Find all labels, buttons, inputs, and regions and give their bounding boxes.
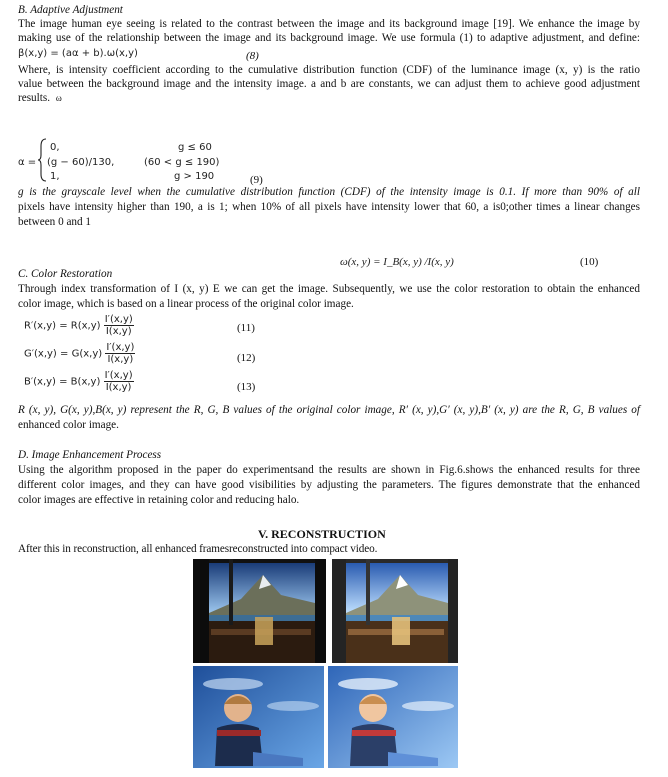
section-d-paragraph-line-1: Using the algorithm proposed in the paper do experimentsand the results are shown in Fig.6.shows the enhanced results for three (18, 464, 640, 476)
section-b-paragraph-3-line-3: between 0 and 1 (18, 216, 92, 228)
photo-boy-original (193, 666, 324, 768)
equation-13 (24, 370, 134, 393)
equation-11-fraction (104, 314, 134, 337)
equation-12-fraction (105, 342, 135, 365)
results-text: results. (18, 92, 51, 104)
equation-13-lhs: B′(x,y) = B(x,y) (24, 376, 101, 388)
equation-12-denominator: I(x,y) (107, 354, 134, 365)
equation-9-condition-1: g ≤ 60 (178, 142, 212, 153)
equation-11 (24, 314, 134, 337)
equation-9-lhs: α = (18, 157, 37, 168)
section-b-paragraph-3-line-2: pixels have intensity higher than 190, a is 1; when 10% of all pixels have intensity lower that 60, a is0;other times a linear changes (18, 201, 640, 213)
section-c-paragraph-2-line-1: R (x, y), G(x, y),B(x, y) represent the R, G, B values of the original color image, R′ (x, y),G′ (x, y),B′ (x, y) are the R, G, B values of (18, 404, 640, 416)
equation-13-number: (13) (237, 381, 256, 393)
equation-9-case-2: (g − 60)/130, (47, 157, 115, 168)
equation-13-numerator: I′(x,y) (104, 370, 133, 381)
section-c-paragraph-1-line-1: Through index transformation of I (x, y) E we can get the image. Subsequently, we use the color restoration to obtain the enhanced (18, 283, 640, 295)
equation-9-condition-2: (60 < g ≤ 190) (144, 157, 220, 168)
photo-lake-original (193, 559, 326, 663)
equation-9-case-1: 0, (50, 142, 60, 153)
section-b-paragraph-1-line-2: making use of the relationship between the image and its background image. We use formula (1) to adaptive adjustment, and define: (18, 32, 640, 44)
section-d-heading: D. Image Enhancement Process (18, 449, 162, 461)
section-b-paragraph-2-line-2: value between the background image and the intensity image. a and b are constants, we can adjust them to achieve good adjustment (18, 78, 640, 90)
equation-9-number: (9) (250, 174, 263, 186)
section-b-paragraph-3-line-1: g is the grayscale level when the cumulative distribution function (CDF) of the intensity image is 0.1. If more than 90% of all (18, 186, 640, 198)
equation-12-lhs: G′(x,y) = G(x,y) (24, 348, 103, 360)
equation-12-numerator: I′(x,y) (106, 342, 135, 353)
equation-11-denominator: I(x,y) (105, 326, 132, 337)
section-b-paragraph-2-line-1: Where, is intensity coefficient according to the cumulative distribution function (CDF) of the luminance image (x, y) is the ratio (18, 64, 640, 76)
equation-9-condition-3: g > 190 (174, 171, 215, 182)
section-c-paragraph-1-line-2: color image, which is based on a linear process of the original color image. (18, 298, 354, 310)
section-c-paragraph-2-line-2: enhanced color image. (18, 419, 119, 431)
equation-10: ω(x, y) = I_B(x, y) /I(x, y) (340, 256, 454, 268)
photo-lake-enhanced (332, 559, 458, 663)
equation-12 (24, 342, 135, 365)
equation-13-fraction (104, 370, 134, 393)
section-v-heading: V. RECONSTRUCTION (258, 527, 386, 541)
photo-boy-enhanced (328, 666, 458, 768)
section-b-paragraph-1-line-1: The image human eye seeing is related to the contrast between the image and its background image [19]. We enhance the image by (18, 18, 640, 30)
section-b-paragraph-2-line-3 (18, 92, 640, 105)
equation-9-case-3: 1, (50, 171, 60, 182)
equation-8-number: (8) (246, 50, 259, 62)
equation-10-number: (10) (580, 256, 599, 268)
equation-13-denominator: I(x,y) (105, 382, 132, 393)
section-d-paragraph-line-2: different color images, and they can have good visibilities by adjusting the parameters. The figures demonstrate that the enhanced (18, 479, 640, 491)
section-d-paragraph-line-3: color images are effective in retaining color and reducing halo. (18, 494, 300, 506)
equation-11-lhs: R′(x,y) = R(x,y) (24, 320, 101, 332)
equation-11-numerator: I′(x,y) (104, 314, 133, 325)
section-c-heading: C. Color Restoration (18, 268, 113, 280)
section-b-heading: B. Adaptive Adjustment (18, 4, 123, 16)
equation-12-number: (12) (237, 352, 256, 364)
section-v-paragraph: After this in reconstruction, all enhanced framesreconstructed into compact video. (18, 543, 378, 555)
equation-8: β(x,y) = (aα + b).ω(x,y) (18, 48, 138, 59)
equation-11-number: (11) (237, 322, 255, 334)
omega-symbol: ω (55, 93, 62, 103)
